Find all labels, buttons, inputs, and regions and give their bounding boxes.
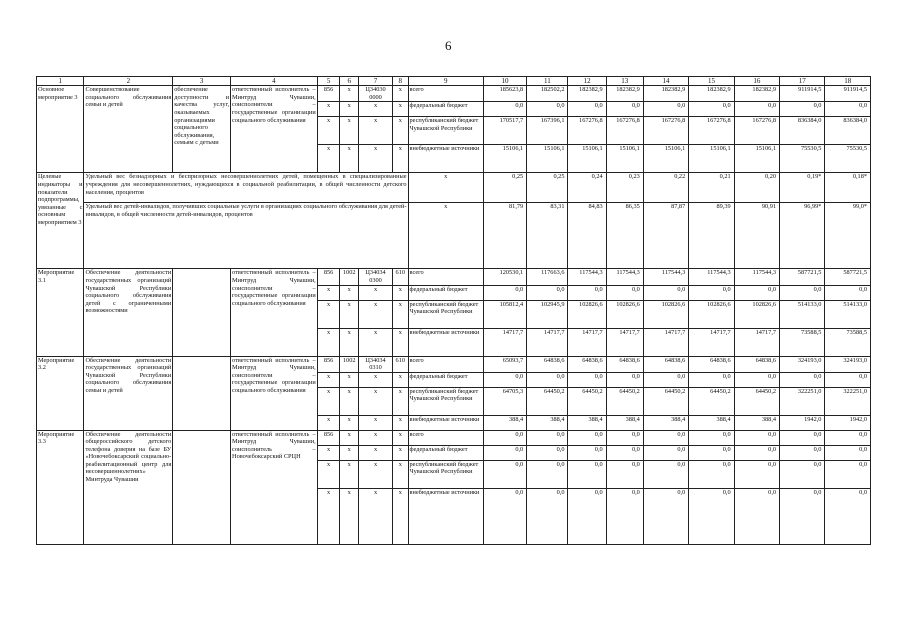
funding-source: республиканский бюджет Чувашской Республики (408, 117, 483, 145)
year-value: 117544,3 (734, 269, 779, 285)
header-cell-17: 17 (780, 77, 825, 86)
section-code: x (340, 300, 359, 328)
indicator-value: 0,19* (780, 173, 825, 203)
header-cell-1: 1 (37, 77, 84, 86)
year-value: 182502,2 (527, 86, 568, 102)
indicator-value: 83,31 (527, 203, 568, 269)
year-value: 0,0 (527, 372, 568, 387)
year-value: 15106,1 (568, 145, 606, 173)
year-value: 0,0 (780, 460, 825, 488)
indicators-heading: Целевые индикаторы и показатели подпрограммы, увязанные с основным мероприятием 3 (37, 173, 84, 269)
header-cell-9: 9 (408, 77, 483, 86)
funding-source: республиканский бюджет Чувашской Республики (408, 300, 483, 328)
year-value: 0,0 (483, 102, 526, 117)
indicator-value: 0,21 (689, 173, 734, 203)
expense-type-code: x (393, 460, 408, 488)
measure-name: Основное мероприятие 3 (37, 86, 84, 173)
year-value: 73588,5 (780, 328, 825, 356)
year-value: 0,0 (825, 430, 871, 445)
section-code: x (340, 460, 359, 488)
year-value: 836384,0 (780, 117, 825, 145)
target-item-code: x (359, 300, 393, 328)
grbs-code: x (317, 300, 340, 328)
header-cell-14: 14 (643, 77, 688, 86)
indicator-text: Удельный вес безнадзорных и беспризорных несовершеннолетних детей, помещенных в специализированные учреждения для несовершеннолетних, нуждающихся в социальной реабилитации, в общей численности детского населения, процентов (84, 173, 408, 203)
year-value: 0,0 (689, 460, 734, 488)
expense-type-code: x (393, 102, 408, 117)
year-value: 0,0 (734, 488, 779, 544)
expense-type-code: x (393, 328, 408, 356)
year-value: 64450,2 (606, 387, 643, 415)
indicator-value: 0,20 (734, 173, 779, 203)
grbs-code: x (317, 372, 340, 387)
measure-name: Мероприятие 3.3 (37, 430, 84, 544)
target-item-code: x (359, 145, 393, 173)
funding-source: внебюджетные источники (408, 328, 483, 356)
year-value: 0,0 (734, 430, 779, 445)
year-value: 0,0 (689, 488, 734, 544)
year-value: 102945,9 (527, 300, 568, 328)
indicator-value: 87,87 (643, 203, 688, 269)
section-code: x (340, 415, 359, 430)
responsible-executor: ответственный исполнитель – Минтруд Чувашии, соисполнители – государственные организации социального обслуживания (231, 356, 318, 430)
indicator-x: x (408, 173, 483, 203)
indicator-value: 89,39 (689, 203, 734, 269)
year-value: 64705,3 (483, 387, 526, 415)
grbs-code: x (317, 102, 340, 117)
year-value: 64450,2 (734, 387, 779, 415)
responsible-executor: ответственный исполнитель – Минтруд Чувашии, соисполнители – государственные организации социального обслуживания (231, 86, 318, 173)
indicator-value: 96,99* (780, 203, 825, 269)
year-value: 15106,1 (606, 145, 643, 173)
measure-title: Совершенствование социального обслуживания семьи и детей (84, 86, 173, 173)
measure-title: Обеспечение деятельности государственных организаций Чувашской Республики социального обслуживания детей с ограниченными возможностями (84, 269, 173, 356)
table-row (37, 356, 871, 372)
year-value: 0,0 (483, 430, 526, 445)
year-value: 0,0 (606, 445, 643, 460)
target-item-code: x (359, 117, 393, 145)
year-value: 15106,1 (689, 145, 734, 173)
year-value: 75530,5 (780, 145, 825, 173)
expense-type-code: x (393, 285, 408, 300)
year-value: 64450,2 (527, 387, 568, 415)
indicator-value: 0,23 (606, 173, 643, 203)
header-cell-5: 5 (317, 77, 340, 86)
year-value: 388,4 (734, 415, 779, 430)
measure-name: Мероприятие 3.1 (37, 269, 84, 356)
indicator-value: 84,83 (568, 203, 606, 269)
year-value: 0,0 (643, 285, 688, 300)
year-value: 0,0 (734, 445, 779, 460)
year-value: 167276,8 (734, 117, 779, 145)
year-value: 0,0 (780, 372, 825, 387)
year-value: 182382,9 (643, 86, 688, 102)
year-value: 0,0 (734, 460, 779, 488)
expense-type-code: x (393, 488, 408, 544)
year-value: 0,0 (734, 102, 779, 117)
grbs-code: x (317, 488, 340, 544)
section-code: x (340, 145, 359, 173)
year-value: 185623,8 (483, 86, 526, 102)
year-value: 167276,8 (568, 117, 606, 145)
year-value: 0,0 (483, 285, 526, 300)
grbs-code: x (317, 145, 340, 173)
header-cell-7: 7 (359, 77, 393, 86)
target-item-code: Ц34034 0300 (359, 269, 393, 285)
year-value: 0,0 (483, 445, 526, 460)
year-value: 0,0 (734, 285, 779, 300)
expense-type-code: 610 (393, 356, 408, 372)
year-value: 0,0 (689, 372, 734, 387)
year-value: 117663,6 (527, 269, 568, 285)
year-value: 388,4 (527, 415, 568, 430)
year-value: 73588,5 (825, 328, 871, 356)
grbs-code: x (317, 328, 340, 356)
expense-type-code: x (393, 117, 408, 145)
table-body (37, 77, 871, 545)
year-value: 14717,7 (568, 328, 606, 356)
year-value: 388,4 (643, 415, 688, 430)
year-value: 102826,6 (606, 300, 643, 328)
grbs-code: x (317, 445, 340, 460)
section-code: 1002 (340, 356, 359, 372)
year-value: 0,0 (606, 372, 643, 387)
indicator-value: 0,18* (825, 173, 871, 203)
target-item-code: x (359, 488, 393, 544)
year-value: 388,4 (568, 415, 606, 430)
target-item-code: x (359, 460, 393, 488)
funding-source: всего (408, 269, 483, 285)
indicator-x: x (408, 203, 483, 269)
table-row (37, 203, 871, 269)
measure-goal (173, 430, 231, 544)
year-value: 388,4 (606, 415, 643, 430)
year-value: 15106,1 (643, 145, 688, 173)
grbs-code: 856 (317, 356, 340, 372)
measure-goal: обеспечение доступности и качества услуг, оказываемых организациями социального обслуживания, семьям с детьми (173, 86, 231, 173)
year-value: 14717,7 (606, 328, 643, 356)
year-value: 388,4 (483, 415, 526, 430)
year-value: 0,0 (483, 488, 526, 544)
year-value: 15106,1 (483, 145, 526, 173)
year-value: 15106,1 (734, 145, 779, 173)
year-value: 0,0 (689, 430, 734, 445)
year-value: 14717,7 (483, 328, 526, 356)
header-row (37, 77, 871, 86)
target-item-code: x (359, 415, 393, 430)
year-value: 0,0 (825, 445, 871, 460)
funding-source: внебюджетные источники (408, 415, 483, 430)
year-value: 0,0 (568, 372, 606, 387)
year-value: 836384,0 (825, 117, 871, 145)
funding-source: федеральный бюджет (408, 102, 483, 117)
grbs-code: 856 (317, 269, 340, 285)
year-value: 0,0 (606, 460, 643, 488)
year-value: 0,0 (780, 285, 825, 300)
year-value: 182382,9 (606, 86, 643, 102)
section-code: x (340, 86, 359, 102)
funding-source: внебюджетные источники (408, 145, 483, 173)
funding-source: республиканский бюджет Чувашской Республики (408, 460, 483, 488)
expense-type-code: x (393, 145, 408, 173)
funding-source: федеральный бюджет (408, 285, 483, 300)
expense-type-code: x (393, 415, 408, 430)
year-value: 911914,5 (780, 86, 825, 102)
year-value: 14717,7 (643, 328, 688, 356)
target-item-code: x (359, 387, 393, 415)
section-code: x (340, 328, 359, 356)
section-code: x (340, 430, 359, 445)
responsible-executor: ответственный исполнитель – Минтруд Чувашии, соисполнители – государственные организации социального обслуживания (231, 269, 318, 356)
year-value: 0,0 (643, 488, 688, 544)
header-cell-2: 2 (84, 77, 173, 86)
year-value: 182382,9 (689, 86, 734, 102)
year-value: 324193,0 (825, 356, 871, 372)
expense-type-code: x (393, 372, 408, 387)
year-value: 0,0 (527, 460, 568, 488)
header-cell-12: 12 (568, 77, 606, 86)
year-value: 167276,8 (643, 117, 688, 145)
responsible-executor: ответственный исполнитель – Минтруд Чувашии, соисполнитель – Новочебоксарский СРЦН (231, 430, 318, 544)
year-value: 0,0 (527, 445, 568, 460)
year-value: 64838,6 (643, 356, 688, 372)
grbs-code: x (317, 460, 340, 488)
year-value: 182382,9 (734, 86, 779, 102)
measure-name: Мероприятие 3.2 (37, 356, 84, 430)
year-value: 102826,6 (568, 300, 606, 328)
year-value: 388,4 (689, 415, 734, 430)
header-cell-11: 11 (527, 77, 568, 86)
indicator-value: 99,0* (825, 203, 871, 269)
year-value: 14717,7 (689, 328, 734, 356)
indicator-value: 81,79 (483, 203, 526, 269)
year-value: 64450,2 (643, 387, 688, 415)
year-value: 117544,3 (643, 269, 688, 285)
year-value: 14717,7 (734, 328, 779, 356)
header-cell-8: 8 (393, 77, 408, 86)
year-value: 0,0 (527, 488, 568, 544)
target-item-code: Ц34034 0310 (359, 356, 393, 372)
target-item-code: x (359, 328, 393, 356)
year-value: 64838,6 (568, 356, 606, 372)
year-value: 0,0 (825, 102, 871, 117)
year-value: 0,0 (643, 460, 688, 488)
section-code: x (340, 445, 359, 460)
year-value: 0,0 (483, 460, 526, 488)
year-value: 0,0 (568, 445, 606, 460)
year-value: 0,0 (689, 102, 734, 117)
funding-source: федеральный бюджет (408, 372, 483, 387)
year-value: 1942,0 (825, 415, 871, 430)
section-code: x (340, 387, 359, 415)
year-value: 911914,5 (825, 86, 871, 102)
funding-source: федеральный бюджет (408, 445, 483, 460)
target-item-code: x (359, 102, 393, 117)
year-value: 324193,0 (780, 356, 825, 372)
indicator-text: Удельный вес детей-инвалидов, получивших социальные услуги в организациях социального обслуживания для детей-инвалидов, в общей численности детей-инвалидов, процентов (84, 203, 408, 269)
expense-type-code: x (393, 430, 408, 445)
year-value: 587721,5 (825, 269, 871, 285)
year-value: 0,0 (643, 445, 688, 460)
year-value: 64838,6 (606, 356, 643, 372)
year-value: 0,0 (780, 488, 825, 544)
year-value: 117544,3 (689, 269, 734, 285)
expense-type-code: x (393, 86, 408, 102)
header-cell-16: 16 (734, 77, 779, 86)
year-value: 0,0 (527, 430, 568, 445)
year-value: 0,0 (643, 372, 688, 387)
year-value: 64450,2 (568, 387, 606, 415)
funding-source: всего (408, 356, 483, 372)
measure-goal (173, 356, 231, 430)
grbs-code: 856 (317, 86, 340, 102)
target-item-code: Ц34030 0000 (359, 86, 393, 102)
section-code: x (340, 102, 359, 117)
year-value: 64838,6 (689, 356, 734, 372)
year-value: 167396,1 (527, 117, 568, 145)
year-value: 64450,2 (689, 387, 734, 415)
header-cell-6: 6 (340, 77, 359, 86)
year-value: 0,0 (483, 372, 526, 387)
target-item-code: x (359, 372, 393, 387)
section-code: x (340, 117, 359, 145)
year-value: 0,0 (780, 430, 825, 445)
year-value: 0,0 (568, 102, 606, 117)
grbs-code: x (317, 117, 340, 145)
section-code: x (340, 488, 359, 544)
year-value: 0,0 (825, 488, 871, 544)
funding-source: всего (408, 430, 483, 445)
year-value: 322251,0 (825, 387, 871, 415)
measure-title: Обеспечение деятельности государственных организаций Чувашской Республики социального обслуживания семьи и детей (84, 356, 173, 430)
year-value: 0,0 (527, 285, 568, 300)
indicator-value: 0,24 (568, 173, 606, 203)
year-value: 0,0 (825, 285, 871, 300)
indicator-value: 86,35 (606, 203, 643, 269)
indicator-value: 90,91 (734, 203, 779, 269)
section-code: x (340, 372, 359, 387)
year-value: 117544,3 (606, 269, 643, 285)
year-value: 0,0 (643, 430, 688, 445)
funding-source: республиканский бюджет Чувашской Республики (408, 387, 483, 415)
year-value: 102826,6 (643, 300, 688, 328)
year-value: 0,0 (780, 102, 825, 117)
year-value: 0,0 (606, 430, 643, 445)
year-value: 120530,1 (483, 269, 526, 285)
target-item-code: x (359, 430, 393, 445)
year-value: 170517,7 (483, 117, 526, 145)
page-number: 6 (445, 38, 452, 53)
header-cell-15: 15 (689, 77, 734, 86)
target-item-code: x (359, 445, 393, 460)
year-value: 0,0 (689, 445, 734, 460)
year-value: 514133,0 (825, 300, 871, 328)
program-table (36, 76, 871, 545)
measure-title: Обеспечение деятельности общероссийского детского телефона доверия на базе БУ «Новочебоксарский социально-реабилитационный центр для несовершеннолетних» Минтруда Чувашии (84, 430, 173, 544)
year-value: 587721,5 (780, 269, 825, 285)
grbs-code: x (317, 285, 340, 300)
section-code: 1002 (340, 269, 359, 285)
year-value: 0,0 (606, 285, 643, 300)
year-value: 0,0 (689, 285, 734, 300)
grbs-code: 856 (317, 430, 340, 445)
grbs-code: x (317, 387, 340, 415)
table-row (37, 86, 871, 102)
grbs-code: x (317, 415, 340, 430)
year-value: 0,0 (568, 285, 606, 300)
year-value: 0,0 (734, 372, 779, 387)
year-value: 15106,1 (527, 145, 568, 173)
year-value: 117544,3 (568, 269, 606, 285)
year-value: 167276,8 (689, 117, 734, 145)
year-value: 182382,9 (568, 86, 606, 102)
table-row (37, 173, 871, 203)
indicator-value: 0,25 (483, 173, 526, 203)
header-cell-3: 3 (173, 77, 231, 86)
year-value: 102826,6 (689, 300, 734, 328)
year-value: 0,0 (568, 488, 606, 544)
year-value: 514133,0 (780, 300, 825, 328)
expense-type-code: x (393, 300, 408, 328)
funding-source: внебюджетные источники (408, 488, 483, 544)
year-value: 0,0 (527, 102, 568, 117)
funding-source: всего (408, 86, 483, 102)
year-value: 167276,8 (606, 117, 643, 145)
year-value: 0,0 (643, 102, 688, 117)
table-row (37, 269, 871, 285)
year-value: 1942,0 (780, 415, 825, 430)
year-value: 75530,5 (825, 145, 871, 173)
year-value: 105812,4 (483, 300, 526, 328)
year-value: 0,0 (780, 445, 825, 460)
year-value: 0,0 (568, 430, 606, 445)
year-value: 64838,6 (527, 356, 568, 372)
year-value: 0,0 (606, 488, 643, 544)
header-cell-13: 13 (606, 77, 643, 86)
year-value: 64838,6 (734, 356, 779, 372)
section-code: x (340, 285, 359, 300)
indicator-value: 0,25 (527, 173, 568, 203)
expense-type-code: x (393, 445, 408, 460)
year-value: 0,0 (825, 372, 871, 387)
year-value: 102826,6 (734, 300, 779, 328)
table-row (37, 430, 871, 445)
expense-type-code: 610 (393, 269, 408, 285)
year-value: 322251,0 (780, 387, 825, 415)
header-cell-18: 18 (825, 77, 871, 86)
year-value: 0,0 (825, 460, 871, 488)
expense-type-code: x (393, 387, 408, 415)
year-value: 0,0 (606, 102, 643, 117)
year-value: 14717,7 (527, 328, 568, 356)
year-value: 0,0 (568, 460, 606, 488)
measure-goal (173, 269, 231, 356)
indicator-value: 0,22 (643, 173, 688, 203)
header-cell-10: 10 (483, 77, 526, 86)
year-value: 65093,7 (483, 356, 526, 372)
target-item-code: x (359, 285, 393, 300)
header-cell-4: 4 (231, 77, 318, 86)
